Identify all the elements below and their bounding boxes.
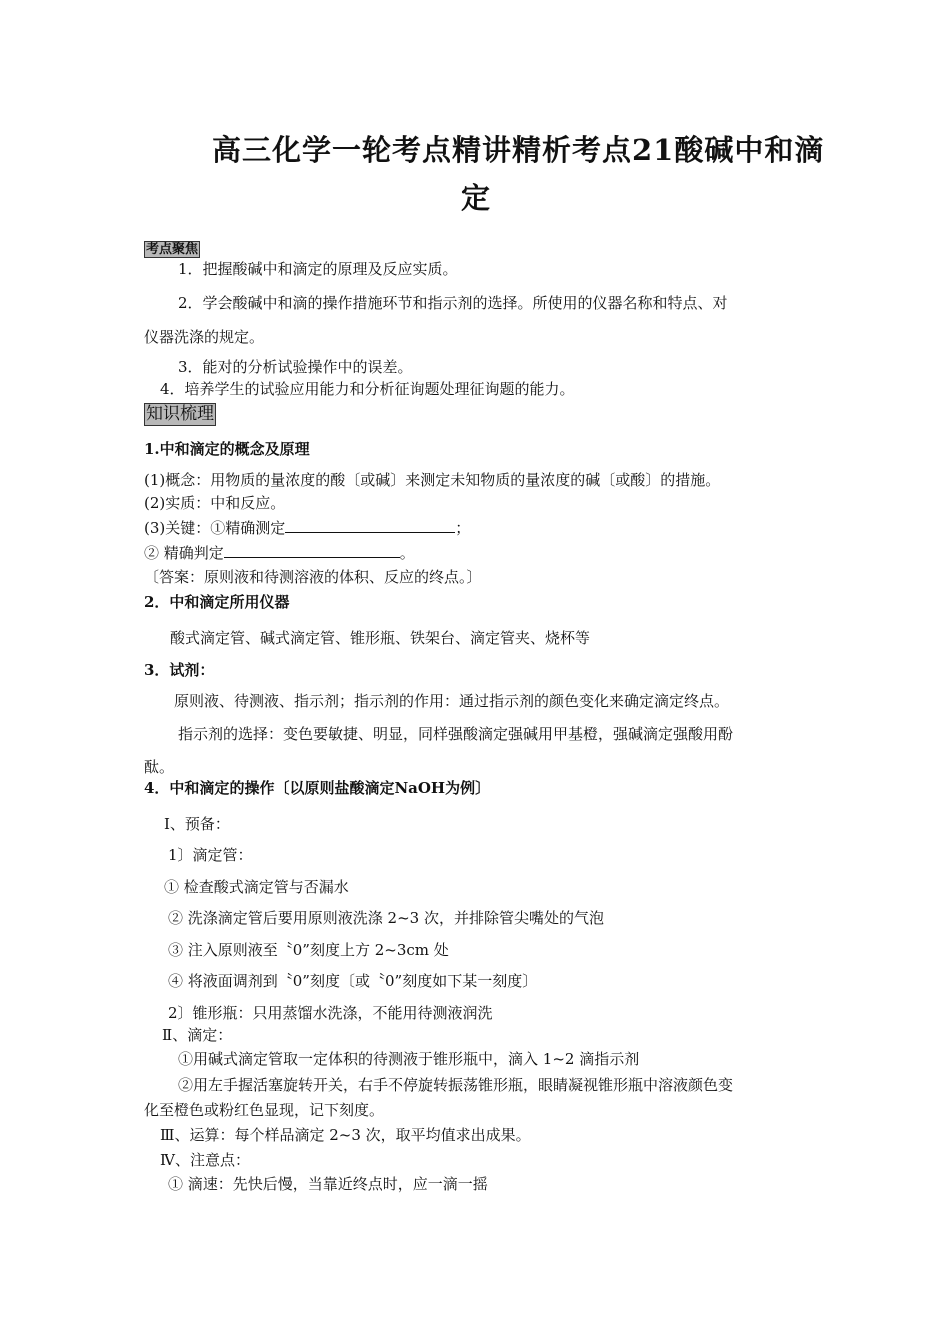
step-burette-3: ③ 注入原则液至〝0”刻度上方 2~3cm 处: [168, 941, 449, 959]
step-burette-1: ① 检查酸式滴定管与否漏水: [164, 878, 349, 896]
key-suffix: ；: [455, 519, 471, 537]
step-titration: Ⅱ、滴定：: [162, 1026, 233, 1044]
step-titration-2-cont: 化至橙色或粉红色显现，记下刻度。: [144, 1101, 385, 1119]
focus-item-2-cont: 仪器洗涤的规定。: [144, 328, 265, 346]
section-3-text-3: 酞。: [144, 758, 175, 776]
section-1-answer: 〔答案：原则液和待测溶液的体积、反应的终点。〕: [144, 568, 482, 586]
section-2-text: 酸式滴定管、碱式滴定管、锥形瓶、铁架台、滴定管夹、烧杯等: [170, 629, 591, 647]
section-4-heading: 4．中和滴定的操作〔以原则盐酸滴定NaOH为例〕: [144, 779, 491, 797]
judge-prefix: ② 精确判定: [144, 544, 224, 562]
section-1-concept: (1)概念：用物质的量浓度的酸〔或碱〕来测定未知物质的量浓度的碱〔或酸〕的措施。: [144, 471, 721, 489]
step-burette-2: ② 洗涤滴定管后要用原则液洗涤 2~3 次，并排除管尖嘴处的气泡: [168, 909, 604, 927]
knowledge-tag-label: 知识梳理: [146, 404, 214, 424]
page-title-line1: 高三化学一轮考点精讲精析考点21酸碱中和滴: [212, 133, 825, 167]
focus-tag-label: 考点聚焦: [146, 242, 199, 257]
answer-blank-2: [224, 543, 400, 558]
section-2-heading: 2．中和滴定所用仪器: [144, 593, 290, 611]
step-flask: 2〕锥形瓶：只用蒸馏水洗涤，不能用待测液润洗: [168, 1004, 493, 1022]
step-calculation: Ⅲ、运算：每个样品滴定 2~3 次，取平均值求出成果。: [160, 1126, 531, 1144]
step-burette-4: ④ 将液面调剂到〝0”刻度〔或〝0”刻度如下某一刻度〕: [168, 972, 538, 990]
focus-item-1: 1．把握酸碱中和滴定的原理及反应实质。: [178, 260, 458, 278]
step-burette: 1〕滴定管：: [168, 846, 253, 864]
section-1-heading: 1.中和滴定的概念及原理: [144, 440, 310, 458]
step-notes: Ⅳ、注意点：: [160, 1151, 250, 1169]
step-notes-1: ① 滴速：先快后慢，当靠近终点时，应一滴一摇: [168, 1175, 488, 1193]
focus-item-4: 4．培养学生的试验应用能力和分析征询题处理征询题的能力。: [160, 380, 575, 398]
knowledge-section-tag: [144, 403, 216, 426]
answer-blank-1: [285, 518, 455, 533]
focus-item-3: 3．能对的分析试验操作中的误差。: [178, 358, 413, 376]
section-1-essence: (2)实质：中和反应。: [144, 494, 286, 512]
section-1-judge-line: [144, 543, 415, 563]
step-titration-1: ①用碱式滴定管取一定体积的待测液于锥形瓶中，滴入 1~2 滴指示剂: [178, 1050, 640, 1068]
step-titration-2: ②用左手握活塞旋转开关，右手不停旋转振荡锥形瓶，眼睛凝视锥形瓶中溶液颜色变: [178, 1076, 734, 1094]
judge-suffix: 。: [399, 544, 415, 562]
key-prefix: (3)关键：①精确测定: [144, 519, 286, 537]
focus-item-2: 2．学会酸碱中和滴的操作措施环节和指示剂的选择。所使用的仪器名称和特点、对: [178, 294, 728, 312]
section-3-text-1: 原则液、待测液、指示剂；指示剂的作用：通过指示剂的颜色变化来确定滴定终点。: [174, 692, 730, 710]
focus-section-tag: [144, 239, 200, 258]
section-1-key-line: [144, 518, 470, 538]
section-3-heading: 3．试剂：: [144, 661, 215, 679]
step-prep: Ⅰ、预备：: [164, 815, 230, 833]
section-3-text-2: 指示剂的选择：变色要敏捷、明显，同样强酸滴定强碱用甲基橙，强碱滴定强酸用酚: [178, 725, 734, 743]
page-title-line2: 定: [461, 181, 492, 215]
